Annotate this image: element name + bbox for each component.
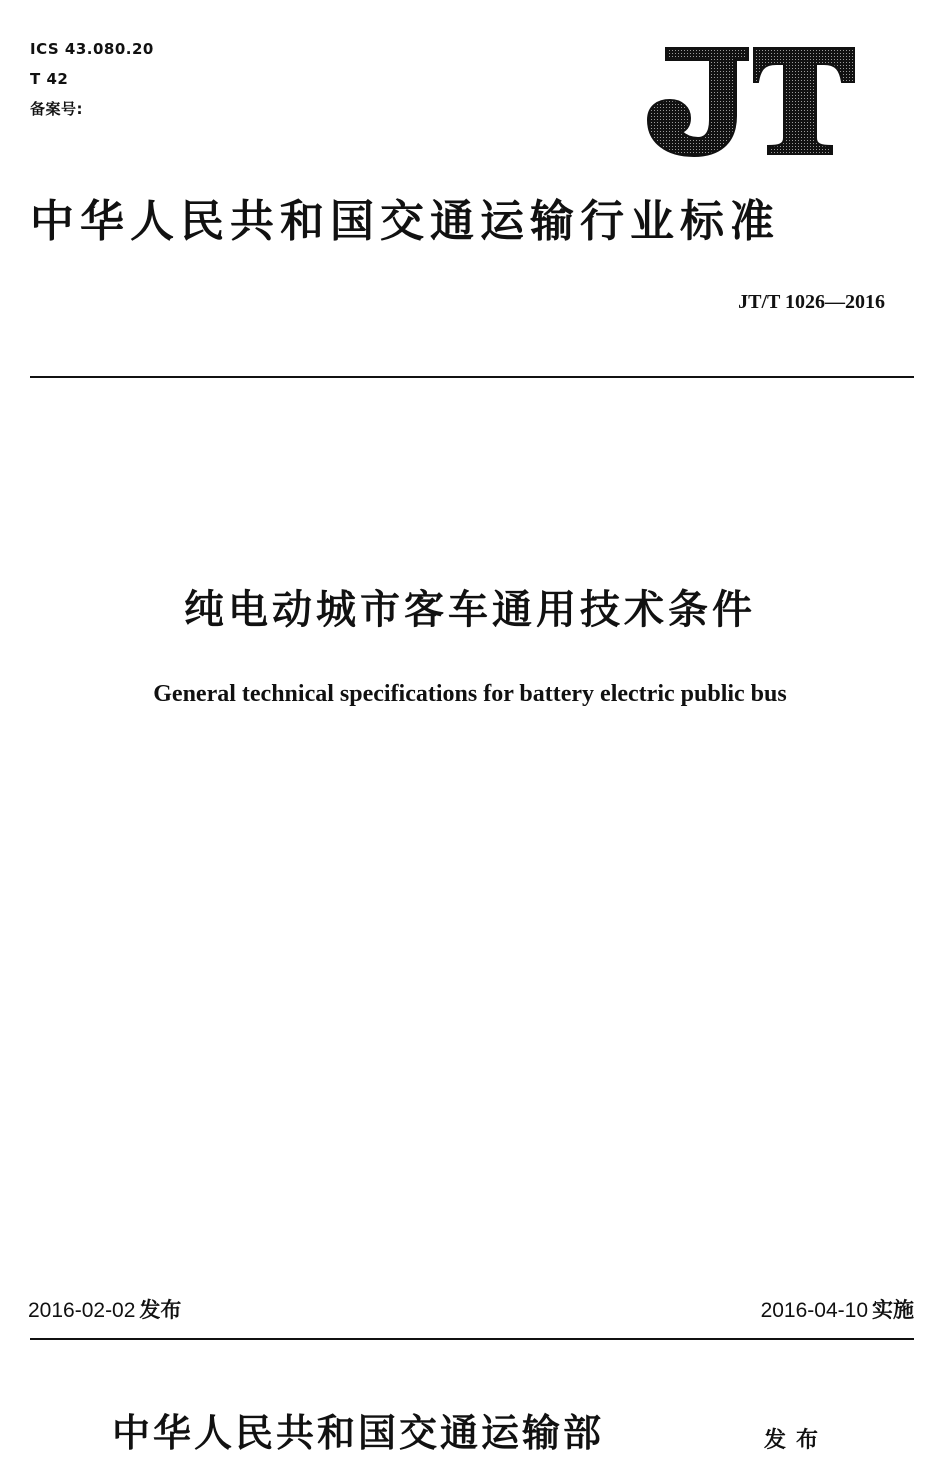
- logo-letter-t: [754, 48, 854, 154]
- implementation-date: 2016-04-10: [760, 1299, 868, 1322]
- bottom-divider: [30, 1338, 914, 1340]
- implementation-date-line: [761, 1300, 914, 1321]
- issue-date-line: [28, 1300, 181, 1321]
- standard-number: JT/T 1026—2016: [738, 291, 885, 313]
- jt-standard-logo: [644, 46, 858, 158]
- issue-date: 2016-02-02: [28, 1299, 136, 1322]
- document-title-zh: 纯电动城市客车通用技术条件: [184, 587, 756, 633]
- logo-letter-j: [648, 48, 748, 156]
- publisher-name: 中华人民共和国交通运输部: [112, 1410, 605, 1455]
- issue-label: 发布: [139, 1298, 182, 1322]
- classification-code: T 42: [30, 70, 69, 88]
- ics-code: ICS 43.080.20: [30, 40, 154, 58]
- document-title-en: General technical specifications for battery electric public bus: [153, 681, 787, 707]
- implementation-label: 实施: [872, 1298, 914, 1322]
- issuer-title: 中华人民共和国交通运输行业标准: [30, 196, 780, 247]
- top-divider: [30, 376, 914, 378]
- publish-label: 发布: [764, 1428, 829, 1453]
- record-number-label: 备案号:: [30, 100, 83, 118]
